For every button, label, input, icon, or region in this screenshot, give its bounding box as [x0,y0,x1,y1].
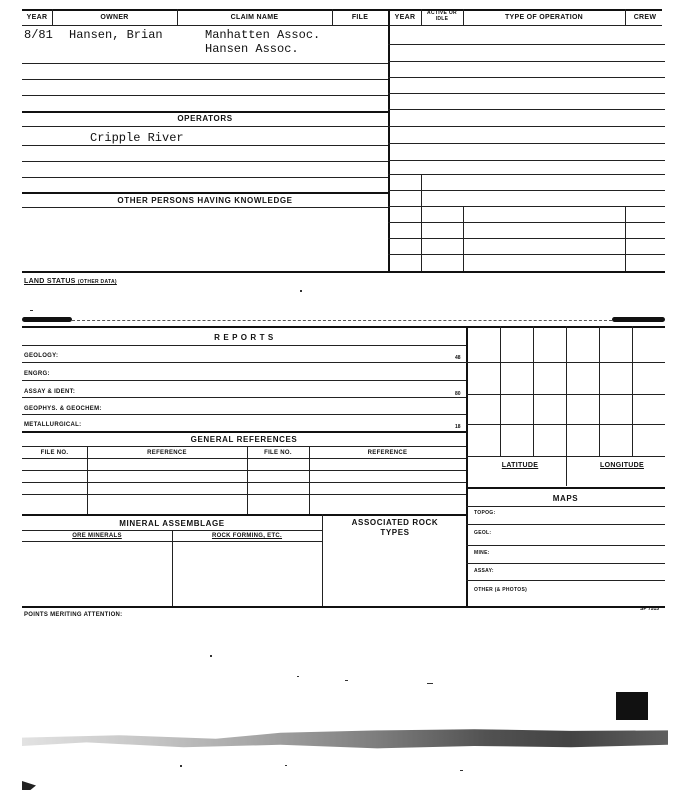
longitude-label: LONGITUDE [600,462,644,469]
report-assay: ASSAY & IDENT: [24,389,76,395]
land-status-label: LAND STATUS [24,278,76,285]
scan-black-square [616,692,648,720]
report-geology: GEOLOGY: [24,353,59,359]
ownership-claim-2: Hansen Assoc. [205,42,299,56]
ownership-year: 8/81 [24,28,53,42]
report-geophys: GEOPHYS. & GEOCHEM: [24,406,102,412]
other-persons-title: OTHER PERSONS HAVING KNOWLEDGE [117,196,293,205]
maps-mine: MINE: [474,550,490,556]
land-status-sub: (OTHER DATA) [77,279,117,285]
mineral-assemblage-title: MINERAL ASSEMBLAGE [119,519,225,528]
maps-topog: TOPOG: [474,510,496,516]
operator-entry: Cripple River [90,131,184,145]
report-metallurgical-num: 18 [455,424,461,430]
header-type-of-operation: TYPE OF OPERATION [504,14,584,21]
gr-col-reference: REFERENCE [147,450,187,456]
maps-other: OTHER (& PHOTOS) [474,587,528,593]
report-engrg: ENGRG: [24,371,50,377]
ownership-owner: Hansen, Brian [69,28,163,42]
rock-forming-label: ROCK FORMING, ETC. [211,533,283,539]
report-geology-num: 48 [455,355,461,361]
header-year: YEAR [26,14,48,21]
general-references-title: GENERAL REFERENCES [190,435,298,444]
header-claim-name: CLAIM NAME [230,14,279,21]
scan-corner-mark [22,781,36,790]
header-crew: CREW [633,14,657,21]
ownership-claim: Manhatten Assoc. [205,28,321,42]
form-number: SP 7515 [640,606,660,612]
redaction-mark-right [612,317,665,322]
land-status-title [24,278,117,285]
header-year-2: YEAR [394,14,416,21]
maps-geol: GEOL: [474,530,492,536]
maps-assay: ASSAY: [474,568,494,574]
redaction-mark-left [22,317,72,322]
maps-title: MAPS [552,494,579,503]
latitude-label: LATITUDE [501,462,539,469]
associated-rock-types-label: ASSOCIATED ROCK TYPES [351,518,439,537]
gr-col-file-no-2: FILE NO. [264,450,292,456]
header-owner: OWNER [100,14,129,21]
gr-col-file-no: FILE NO. [40,450,69,456]
header-active-idle: ACTIVE OR IDLE [427,10,457,22]
ore-minerals-label: ORE MINERALS [72,533,122,539]
header-file: FILE [351,14,369,21]
points-meriting-attention: POINTS MERITING ATTENTION: [24,612,123,618]
scan-noise-band [22,728,668,752]
gr-col-reference-2: REFERENCE [367,450,408,456]
reports-title: R E P O R T S [214,333,274,342]
report-metallurgical: METALLURGICAL: [24,422,82,428]
report-assay-num: 80 [455,391,461,397]
operators-title: OPERATORS [177,114,233,123]
